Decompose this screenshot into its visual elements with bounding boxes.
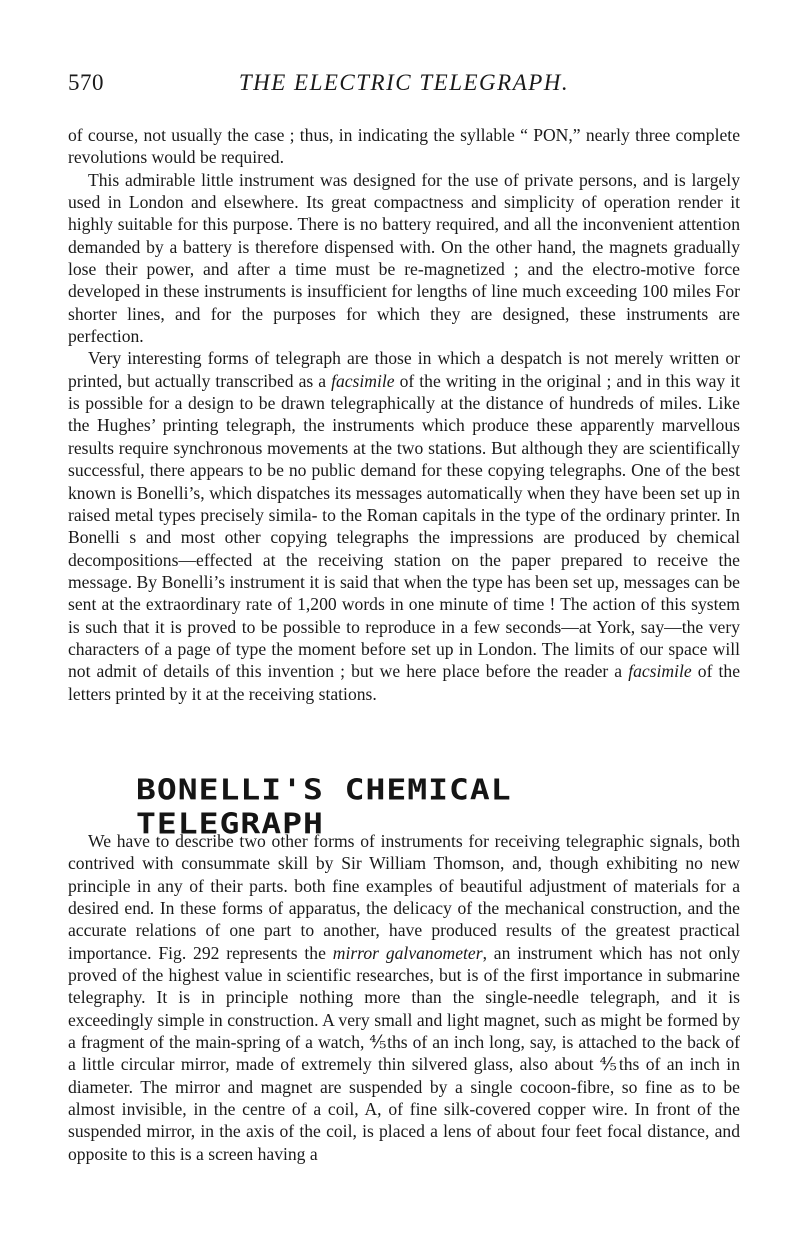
running-title: THE ELECTRIC TELEGRAPH. <box>238 70 570 95</box>
paragraph-4-text-a: We have to describe two other forms of instruments for receiving telegraphic signals, both contrived with consummate skill by Sir William Thomson, and, though exhibiting no new principle in any of their parts. both fine examples of beautiful adjustment of materials for a desired end. In these forms of apparatus, the delicacy of the mechanical construction, and the accurate relations of one part to another, have produced results of the greatest practical importance. Fig. 292 represents the <box>68 831 740 963</box>
paragraph-3-italic-a: facsimile <box>331 370 395 391</box>
paragraph-2: This admirable little instrument was designed for the use of private persons, and is largely used in London and elsewhere. Its great compactness and simplicity of operation render it highly suitable for this purpose. There is no battery required, and all the inconvenient attention demanded by a battery is therefore dispensed with. On the other hand, the magnets gradually lose their power, and after a time must be re-magnetized ; and the electro-motive force developed in these instruments is insufficient for lengths of line much exceeding 100 miles For shorter lines, and for the purposes for which they are designed, these instruments are perfection. <box>68 169 740 347</box>
paragraph-3-text-a: Very interesting forms of telegraph are those in which a despatch is not merely written or printed, but actually transcribed as a <box>68 348 740 391</box>
paragraph-3-text-b: of the writing in the original ; and in this way it is possible for a design to be drawn telegraphically at the distance of hundreds of miles. Like the Hughes’ printing telegraph, the instruments which produce these apparently marvellous results require synchronous movements at the two stations. But although they are scientifically successful, there appears to be no public demand for these copying telegraphs. One of the best known is Bonelli’s, which dispatches its messages automatically when they have been set up in raised metal types precisely simila- to the Roman capitals in the type of the ordinary printer. In Bonelli s and most other copying telegraphs the impressions are produced by chemical decompositions—effected at the receiving station on the paper prepared to receive the message. By Bonelli’s instrument it is said that when the type has been set up, messages can be sent at the extraordinary rate of 1,200 words in one minute of time ! The action of this system is such that it is proved to be possible to reproduce in a few seconds—at York, say—the very characters of a page of type the moment before set up in London. The limits of our space will not admit of details of this invention ; but we here place before the reader a <box>68 370 741 682</box>
page-header <box>68 66 740 102</box>
paragraph-4 <box>68 830 740 1165</box>
paragraph-3-text-c: of the letters printed by it at the receiving stations. <box>68 661 741 704</box>
body-text-lower <box>68 830 740 1165</box>
paragraph-3-italic-b: facsimile <box>628 661 692 682</box>
paragraph-4-italic: mirror galvanometer <box>332 942 483 963</box>
body-text-upper <box>68 124 740 705</box>
paragraph-1: of course, not usually the case ; thus, in indicating the syllable “ PON,” nearly three complete revolutions would be required. <box>68 125 740 168</box>
bonelli-facsimile-lettering: BONELLI'S CHEMICAL TELEGRAPH <box>136 773 512 841</box>
paragraph-4-text-b: , an instrument which has not only proved of the highest value in scientific researches, but is of the first importance in submarine telegraphy. It is in principle nothing more than the single-needle telegraph, and it is exceedingly simple in construction. A very small and light magnet, such as might be formed by a fragment of the main-spring of a watch, ⅘ths of an inch long, say, is attached to the back of a little circular mirror, made of extremely thin silvered glass, also about ⅘ths of an inch in diameter. The mirror and magnet are suspended by a single cocoon-fibre, so fine as to be almost invisible, in the centre of a coil, A, of fine silk-covered copper wire. In front of the suspended mirror, in the axis of the coil, is placed a lens of about four feet focal distance, and opposite to this is a screen having a <box>68 942 740 1164</box>
paragraph-3 <box>68 347 740 705</box>
page-number: 570 <box>68 70 104 95</box>
